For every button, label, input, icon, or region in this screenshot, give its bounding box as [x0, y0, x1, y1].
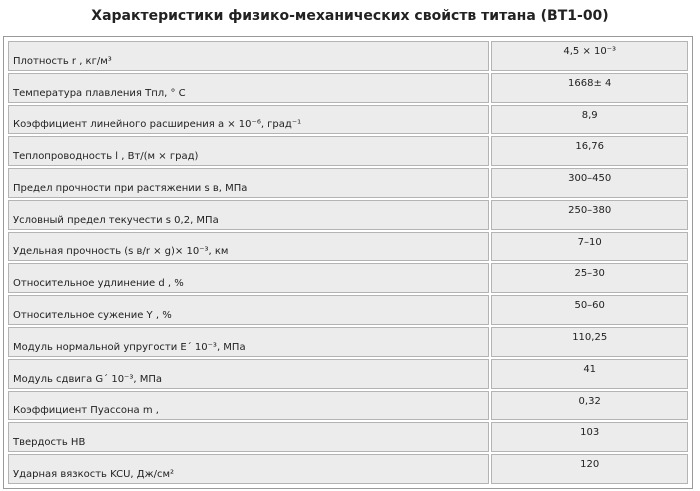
- property-value: 120: [491, 454, 688, 484]
- property-value: 7–10: [491, 232, 688, 262]
- page-title: Характеристики физико-механических свойств титана (ВТ1-00): [91, 8, 609, 24]
- table-row: [8, 136, 688, 166]
- table-row: [8, 359, 688, 389]
- table-row: [8, 263, 688, 293]
- property-name: Твердость НВ: [8, 422, 489, 452]
- table-row: [8, 200, 688, 230]
- table-row: [8, 295, 688, 325]
- table-row: [8, 41, 688, 71]
- table-row: [8, 73, 688, 103]
- property-value: 300–450: [491, 168, 688, 198]
- property-name: Относительное сужение Y , %: [8, 295, 489, 325]
- property-value: 250–380: [491, 200, 688, 230]
- property-name: Температура плавления Тпл, ° С: [8, 73, 489, 103]
- property-name: Коэффициент Пуассона m ,: [8, 391, 489, 421]
- property-name: Условный предел текучести s 0,2, МПа: [8, 200, 489, 230]
- property-name: Коэффициент линейного расширения a × 10⁻⁶, град⁻¹: [8, 105, 489, 135]
- table-row: [8, 454, 688, 484]
- property-value: 25–30: [491, 263, 688, 293]
- table-row: [8, 327, 688, 357]
- property-name: Модуль нормальной упругости Е´ 10⁻³, МПа: [8, 327, 489, 357]
- property-name: Плотность r , кг/м³: [8, 41, 489, 71]
- property-name: Теплопроводность l , Вт/(м × град): [8, 136, 489, 166]
- table-row: [8, 422, 688, 452]
- table-row: [8, 391, 688, 421]
- property-value: 103: [491, 422, 688, 452]
- table-row: [8, 232, 688, 262]
- property-name: Предел прочности при растяжении s в, МПа: [8, 168, 489, 198]
- property-value: 110,25: [491, 327, 688, 357]
- table-row: [8, 168, 688, 198]
- property-value: 16,76: [491, 136, 688, 166]
- property-value: 1668± 4: [491, 73, 688, 103]
- property-value: 41: [491, 359, 688, 389]
- table-row: [8, 105, 688, 135]
- property-value: 4,5 × 10⁻³: [491, 41, 688, 71]
- property-name: Относительное удлинение d , %: [8, 263, 489, 293]
- properties-table: [3, 36, 693, 489]
- property-name: Удельная прочность (s в/r × g)× 10⁻³, км: [8, 232, 489, 262]
- property-value: 0,32: [491, 391, 688, 421]
- property-name: Ударная вязкость KCU, Дж/см²: [8, 454, 489, 484]
- property-value: 50–60: [491, 295, 688, 325]
- property-name: Модуль сдвига G´ 10⁻³, МПа: [8, 359, 489, 389]
- property-value: 8,9: [491, 105, 688, 135]
